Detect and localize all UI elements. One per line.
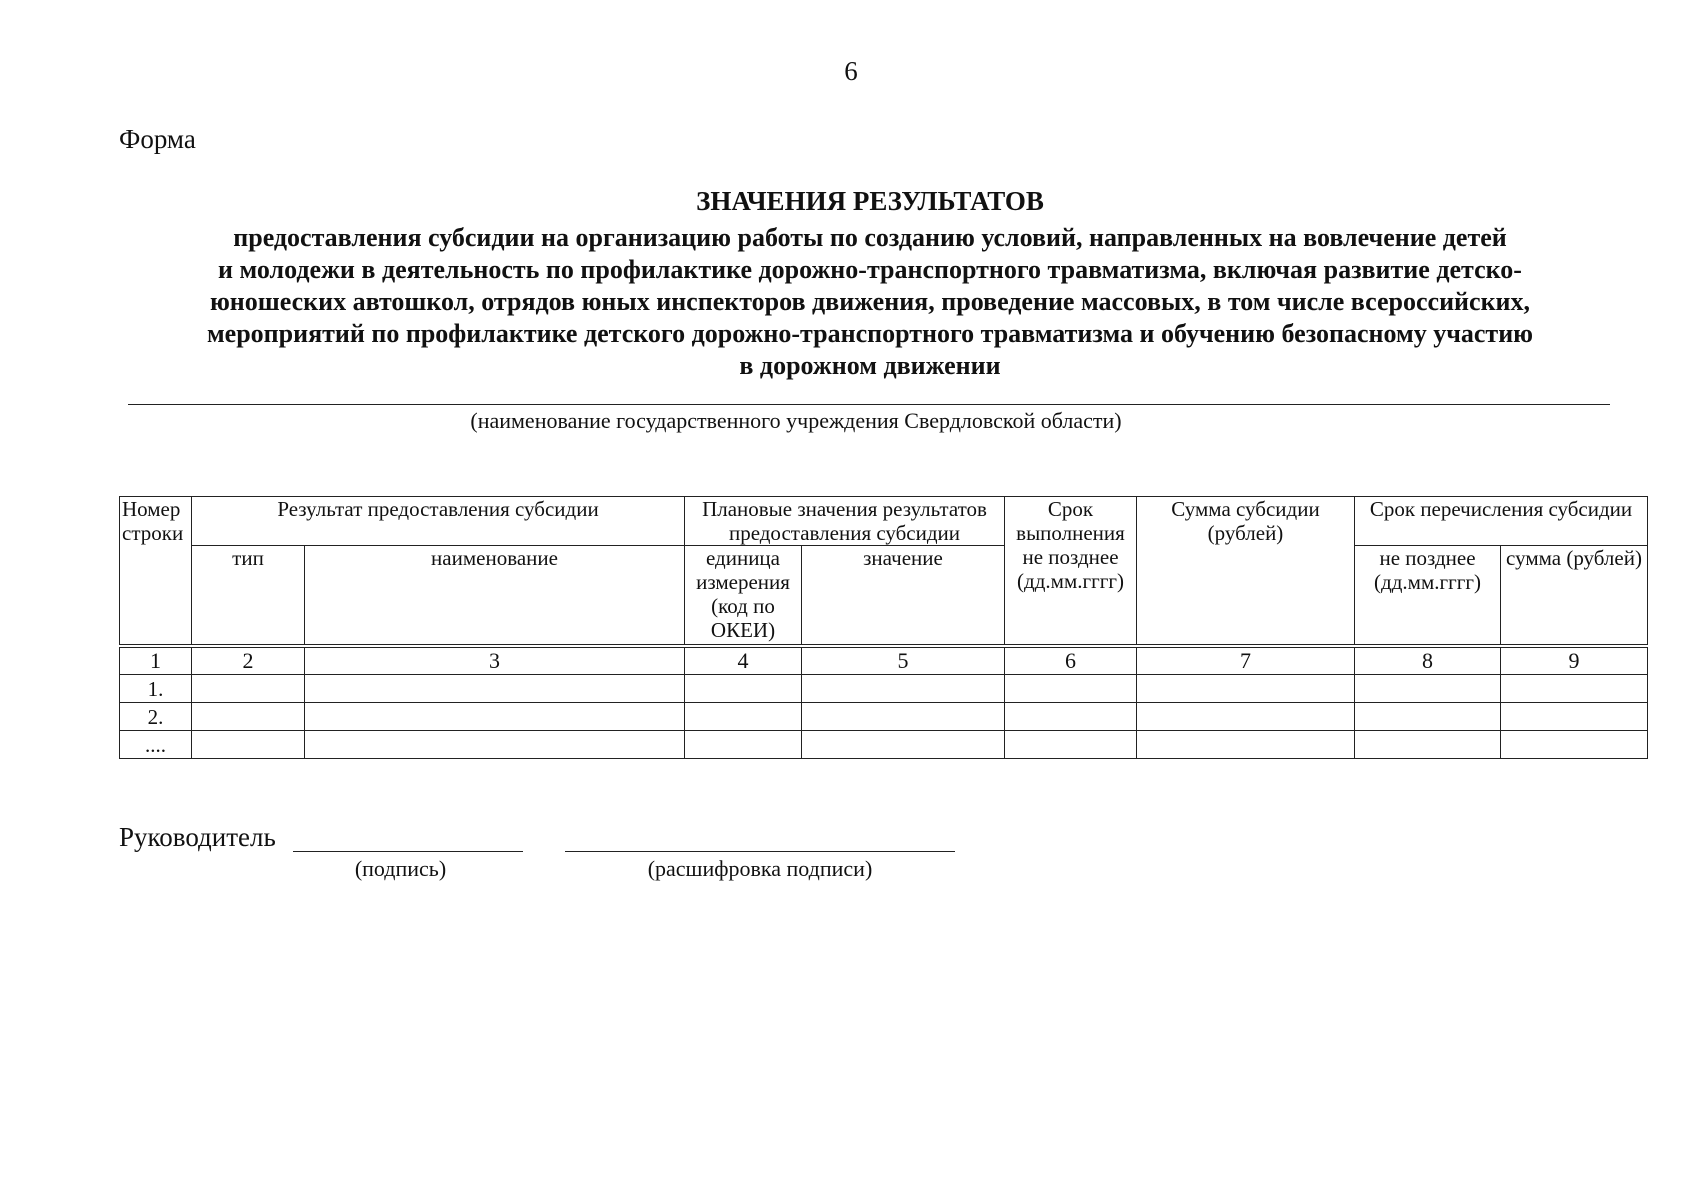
signature-line[interactable] (293, 851, 523, 852)
table-cell[interactable] (1137, 731, 1355, 759)
table-cell[interactable] (1355, 731, 1501, 759)
form-label: Форма (119, 124, 196, 154)
table-cell[interactable] (192, 731, 305, 759)
page-number: 6 (844, 56, 858, 86)
table-subheader-row (120, 546, 1648, 645)
table-cell[interactable] (1005, 731, 1137, 759)
signature-label: Руководитель (119, 822, 276, 852)
table-cell[interactable] (1355, 703, 1501, 731)
header-value: значение (802, 546, 1005, 645)
row-number: 1. (120, 675, 192, 703)
table-cell[interactable] (305, 703, 685, 731)
column-number: 5 (802, 648, 1005, 675)
table-cell[interactable] (1355, 675, 1501, 703)
table-cell[interactable] (1501, 731, 1648, 759)
signature-caption: (подпись) (354, 856, 447, 881)
header-planned: Плановые значения результатов предоставления субсидии (685, 497, 1005, 546)
subtitle-line: юношеских автошкол, отрядов юных инспекторов движения, проведение массовых, в том числе всероссийских, (209, 287, 1531, 316)
table-cell[interactable] (802, 731, 1005, 759)
table-row (120, 675, 1648, 703)
table-cell[interactable] (1005, 675, 1137, 703)
subtitle-line: мероприятий по профилактике детского дорожно-транспортного травматизма и обучению безопасному участию (206, 319, 1534, 348)
header-name: наименование (305, 546, 685, 645)
column-number: 4 (685, 648, 802, 675)
table-cell[interactable] (685, 703, 802, 731)
document-subtitle (120, 222, 1620, 382)
organization-name-line[interactable] (128, 404, 1610, 405)
row-number: 2. (120, 703, 192, 731)
row-number: .... (120, 731, 192, 759)
table-row (120, 731, 1648, 759)
subtitle-line: и молодежи в деятельность по профилактике дорожно-транспортного травматизма, включая развитие детско- (218, 255, 1522, 284)
header-type: тип (192, 546, 305, 645)
signature-decode-line[interactable] (565, 851, 955, 852)
column-number: 8 (1355, 648, 1501, 675)
signature-decode-caption: (расшифровка подписи) (647, 856, 873, 881)
table-cell[interactable] (1005, 703, 1137, 731)
header-transfer: Срок перечисления субсидии (1355, 497, 1648, 546)
table-cell[interactable] (305, 675, 685, 703)
header-deadline: Срок выполнения не позднее (дд.мм.гггг) (1005, 497, 1137, 645)
table-cell[interactable] (802, 675, 1005, 703)
table-row (120, 703, 1648, 731)
column-number: 2 (192, 648, 305, 675)
column-number: 7 (1137, 648, 1355, 675)
header-transfer-date: не позднее (дд.мм.гггг) (1355, 546, 1501, 645)
table-cell[interactable] (305, 731, 685, 759)
table-cell[interactable] (1137, 675, 1355, 703)
table-cell[interactable] (1501, 703, 1648, 731)
header-unit: единица измерения (код по ОКЕИ) (685, 546, 802, 645)
table-cell[interactable] (685, 675, 802, 703)
column-number: 6 (1005, 648, 1137, 675)
column-number: 1 (120, 648, 192, 675)
table-header-row (120, 497, 1648, 546)
column-number: 3 (305, 648, 685, 675)
organization-caption: (наименование государственного учреждения Свердловской области) (470, 408, 1122, 433)
table-cell[interactable] (1137, 703, 1355, 731)
table-cell[interactable] (1501, 675, 1648, 703)
header-amount: Сумма субсидии (рублей) (1137, 497, 1355, 645)
header-row-number: Номер строки (120, 497, 192, 645)
header-result: Результат предоставления субсидии (192, 497, 685, 546)
table-cell[interactable] (192, 703, 305, 731)
column-number-row (120, 648, 1648, 675)
table-cell[interactable] (192, 675, 305, 703)
header-transfer-sum: сумма (рублей) (1501, 546, 1648, 645)
table-cell[interactable] (685, 731, 802, 759)
results-table (119, 496, 1648, 759)
subtitle-line: в дорожном движении (739, 351, 1001, 380)
table-cell[interactable] (802, 703, 1005, 731)
document-title: ЗНАЧЕНИЯ РЕЗУЛЬТАТОВ (696, 186, 1044, 216)
column-number: 9 (1501, 648, 1648, 675)
subtitle-line: предоставления субсидии на организацию работы по созданию условий, направленных на вовлечение детей (233, 223, 1507, 252)
